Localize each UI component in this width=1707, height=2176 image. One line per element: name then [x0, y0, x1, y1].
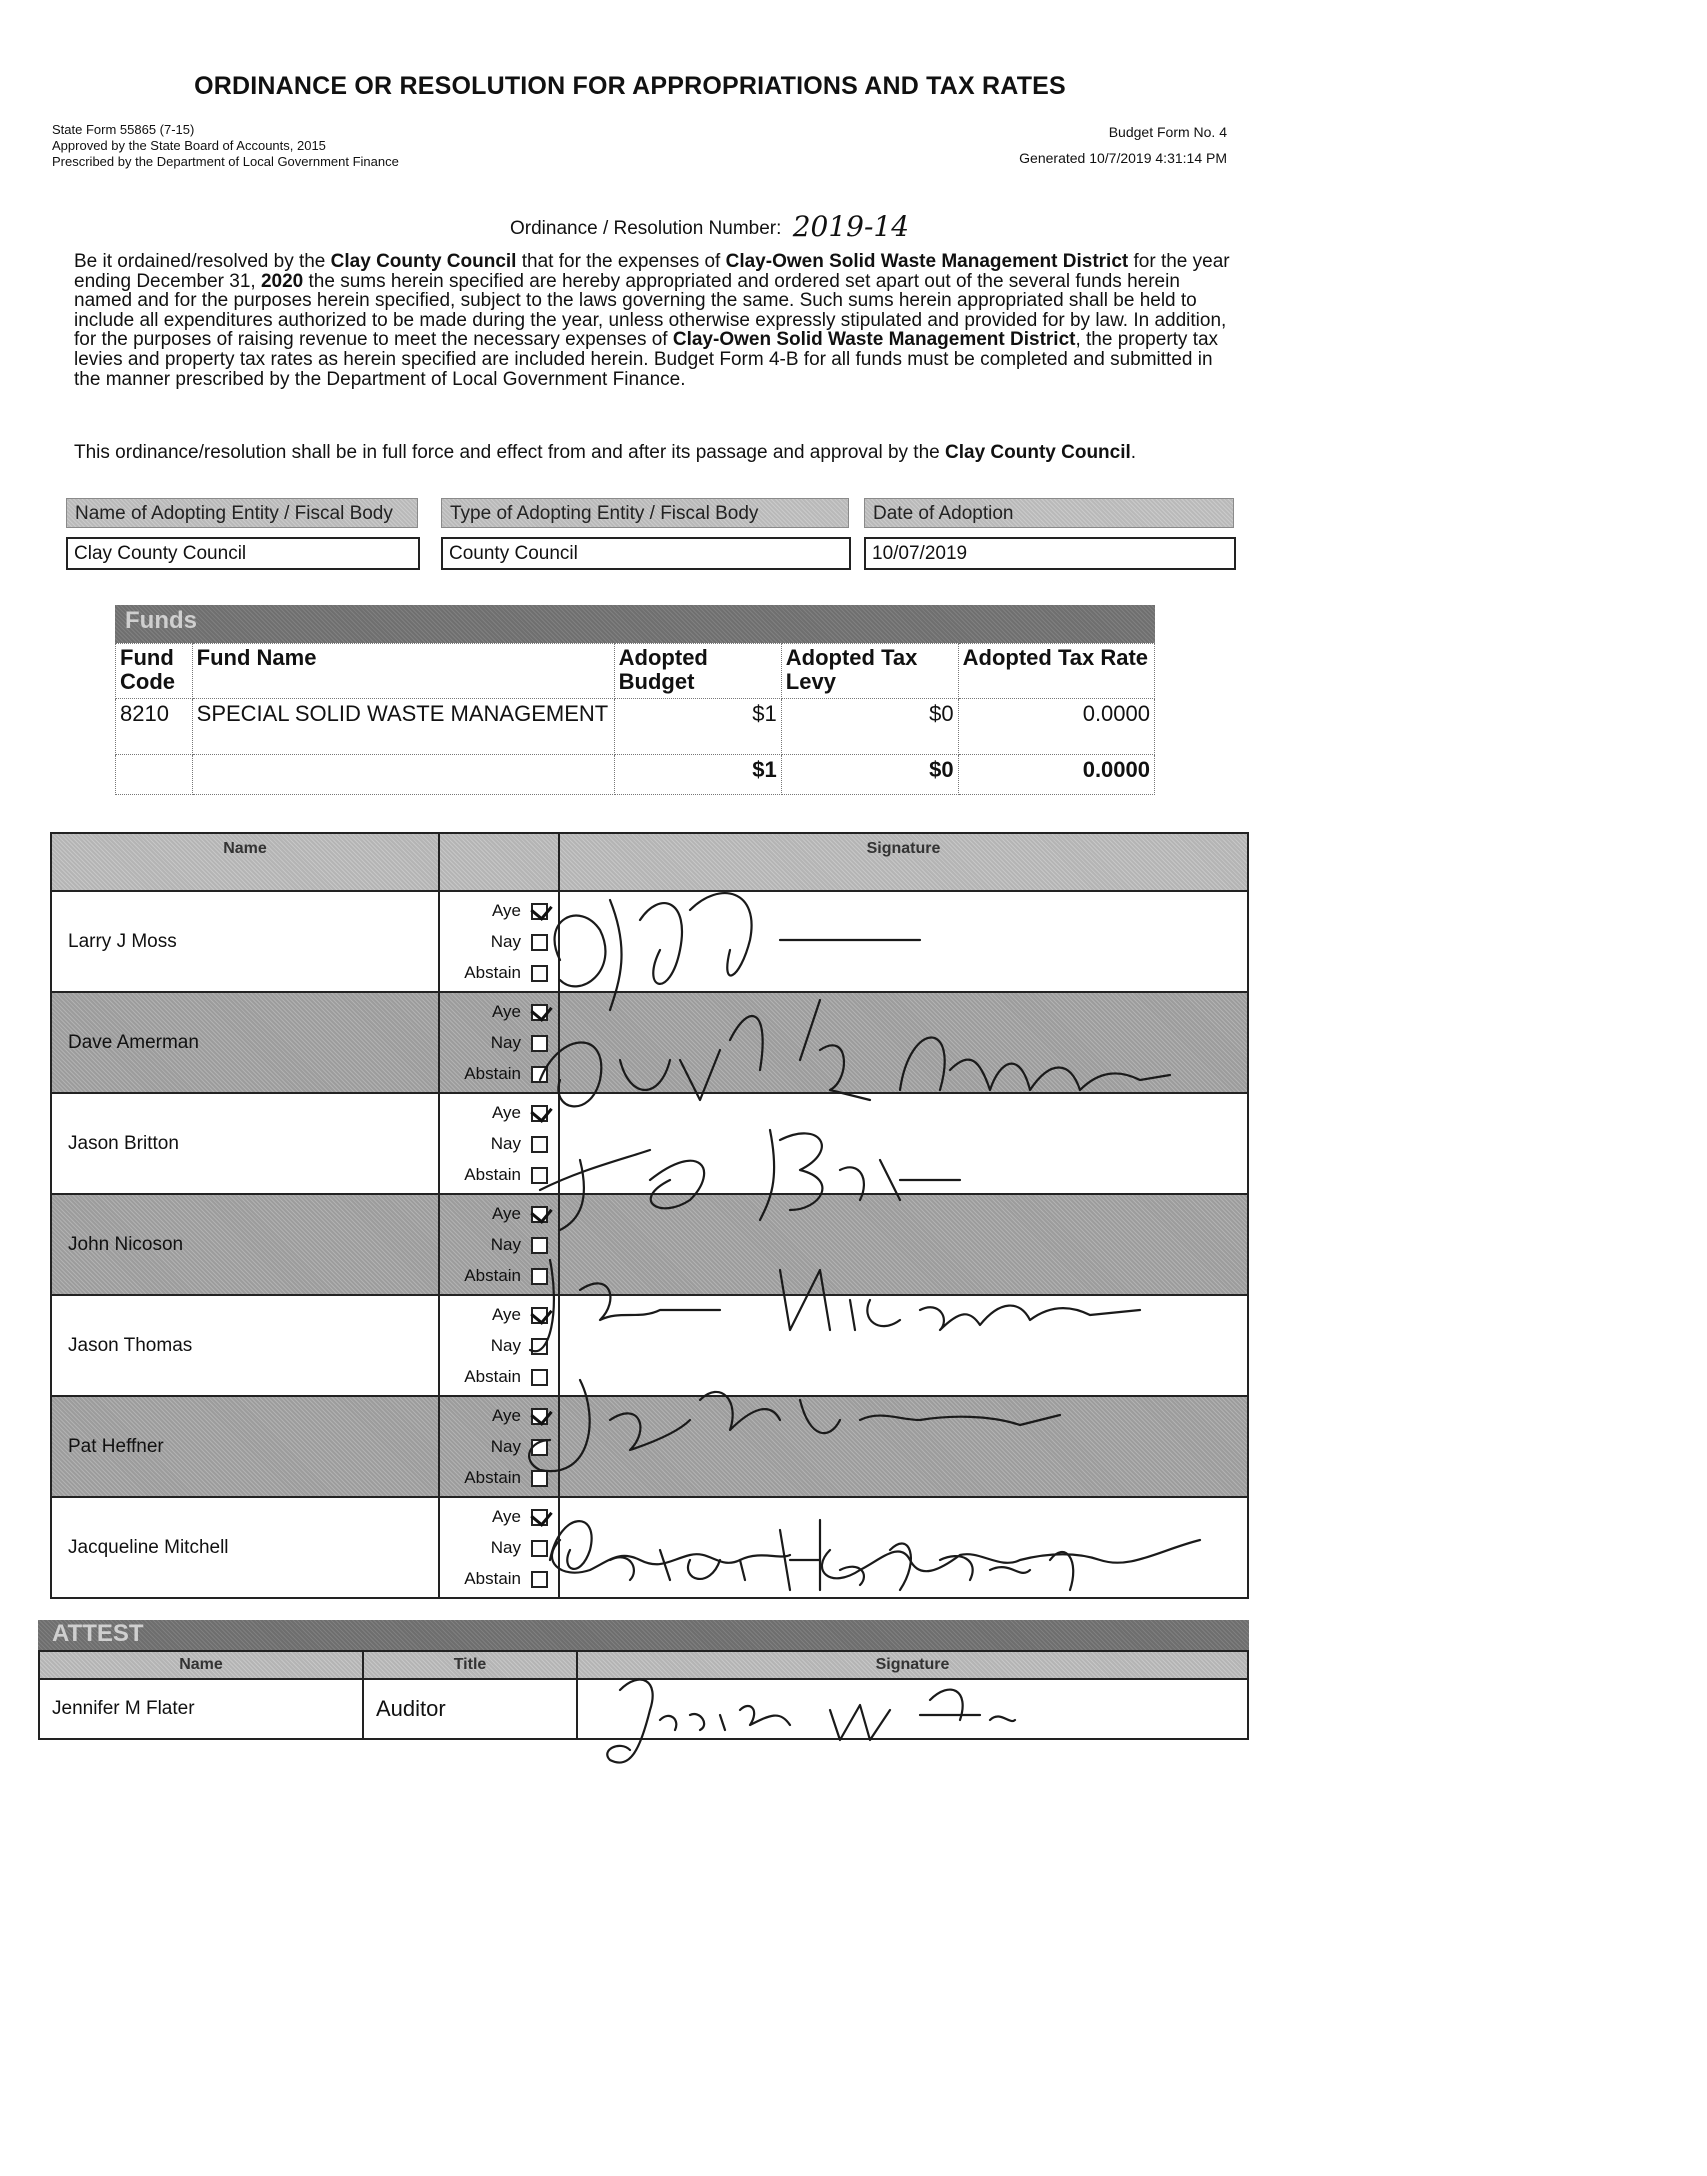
total-rate: 0.0000 — [958, 755, 1154, 795]
member-name: Pat Heffner — [51, 1396, 439, 1497]
vote-col-options — [439, 833, 559, 891]
col-adopted-rate: Adopted Tax Rate — [958, 644, 1154, 699]
nay-label: Nay — [490, 1134, 521, 1153]
para-text-4: the sums herein specified are hereby appropriated and ordered set apart out of the several funds herein named and for the purposes herein specified, subject to the laws governing the same. Such sums herein appropriated shall be held to include all expenditures authorized to be made during the year, unless otherwise expressly stipulated and provided for by law. In addition, for the purposes of raising revenue to meet the necessary expenses of — [74, 270, 1227, 351]
effect-body-name: Clay County Council — [945, 442, 1131, 463]
vote-row-moss — [51, 891, 1248, 992]
aye-label: Aye — [492, 1305, 521, 1324]
vote-options — [439, 1497, 559, 1598]
adopting-name-label: Name of Adopting Entity / Fiscal Body — [66, 498, 418, 528]
nay-checkbox[interactable] — [531, 1136, 548, 1153]
nay-checkbox[interactable] — [531, 1237, 548, 1254]
attest-row — [39, 1679, 1248, 1739]
fund-row — [116, 699, 1155, 755]
abstain-label: Abstain — [464, 1266, 521, 1285]
vote-row-amerman — [51, 992, 1248, 1093]
aye-label: Aye — [492, 1406, 521, 1425]
total-name-blank — [192, 755, 614, 795]
generated-timestamp: Generated 10/7/2019 4:31:14 PM — [1019, 150, 1227, 166]
col-adopted-budget: Adopted Budget — [614, 644, 781, 699]
signature-cell[interactable] — [559, 1396, 1248, 1497]
state-form-number: State Form 55865 (7-15) — [52, 122, 195, 137]
ordinance-paragraph — [74, 252, 1234, 389]
attest-col-signature: Signature — [577, 1651, 1248, 1679]
nay-checkbox[interactable] — [531, 934, 548, 951]
para-district: Clay-Owen Solid Waste Management District — [725, 251, 1129, 272]
aye-label: Aye — [492, 1204, 521, 1223]
adopting-type-label: Type of Adopting Entity / Fiscal Body — [441, 498, 849, 528]
ordinance-number-line — [510, 208, 909, 241]
col-adopted-levy: Adopted Tax Levy — [781, 644, 958, 699]
effect-text: This ordinance/resolution shall be in full force and effect from and after its passage and approval by the — [74, 442, 940, 463]
vote-options — [439, 1396, 559, 1497]
abstain-checkbox[interactable] — [531, 1369, 548, 1386]
para-body-name: Clay County Council — [330, 251, 517, 272]
vote-row-mitchell — [51, 1497, 1248, 1598]
attest-section-title: ATTEST — [52, 1620, 144, 1647]
nay-label: Nay — [490, 1437, 521, 1456]
aye-checkbox[interactable] — [531, 1307, 548, 1324]
vote-options — [439, 1194, 559, 1295]
aye-checkbox[interactable] — [531, 1105, 548, 1122]
para-district-2: Clay-Owen Solid Waste Management District — [672, 329, 1076, 351]
nay-label: Nay — [490, 1235, 521, 1254]
effect-statement — [74, 442, 1274, 464]
member-name: Larry J Moss — [51, 891, 439, 992]
aye-checkbox[interactable] — [531, 1509, 548, 1526]
abstain-label: Abstain — [464, 1468, 521, 1487]
attest-col-name: Name — [39, 1651, 363, 1679]
fund-levy: $0 — [781, 699, 958, 755]
nay-checkbox[interactable] — [531, 1540, 548, 1557]
vote-row-nicoson — [51, 1194, 1248, 1295]
attest-title: Auditor — [363, 1679, 577, 1739]
abstain-checkbox[interactable] — [531, 965, 548, 982]
abstain-label: Abstain — [464, 1569, 521, 1588]
abstain-checkbox[interactable] — [531, 1167, 548, 1184]
signature-cell[interactable] — [559, 1194, 1248, 1295]
nay-label: Nay — [490, 1033, 521, 1052]
adoption-date-label: Date of Adoption — [864, 498, 1234, 528]
aye-checkbox[interactable] — [531, 903, 548, 920]
funds-table — [115, 643, 1155, 795]
nay-label: Nay — [490, 1538, 521, 1557]
aye-label: Aye — [492, 901, 521, 920]
aye-label: Aye — [492, 1507, 521, 1526]
fund-rate: 0.0000 — [958, 699, 1154, 755]
effect-end: . — [1130, 442, 1137, 463]
ordinance-number-label: Ordinance / Resolution Number: — [510, 218, 782, 239]
aye-label: Aye — [492, 1002, 521, 1021]
form-title: ORDINANCE OR RESOLUTION FOR APPROPRIATIONS AND TAX RATES — [194, 72, 1066, 100]
para-text-3: for the year ending December 31, — [74, 251, 1230, 292]
abstain-label: Abstain — [464, 1165, 521, 1184]
funds-header-row — [116, 644, 1155, 699]
nay-label: Nay — [490, 1336, 521, 1355]
funds-total-row — [116, 755, 1155, 795]
fund-name: SPECIAL SOLID WASTE MANAGEMENT — [192, 699, 614, 755]
attest-table — [38, 1650, 1249, 1740]
attest-section-header — [38, 1620, 1249, 1650]
nay-checkbox[interactable] — [531, 1035, 548, 1052]
attest-name: Jennifer M Flater — [39, 1679, 363, 1739]
signature-cell[interactable] — [559, 891, 1248, 992]
attest-col-title: Title — [363, 1651, 577, 1679]
signature-cell[interactable] — [559, 1295, 1248, 1396]
abstain-label: Abstain — [464, 1367, 521, 1386]
vote-options — [439, 992, 559, 1093]
funds-section-title: Funds — [125, 607, 197, 634]
funds-section-header — [115, 605, 1155, 643]
para-year: 2020 — [260, 270, 304, 292]
col-fund-name: Fund Name — [192, 644, 614, 699]
vote-options — [439, 891, 559, 992]
adopting-name-field[interactable]: Clay County Council — [66, 537, 420, 570]
member-name: Jacqueline Mitchell — [51, 1497, 439, 1598]
fund-code: 8210 — [116, 699, 193, 755]
vote-row-thomas — [51, 1295, 1248, 1396]
adoption-date-field[interactable]: 10/07/2019 — [864, 537, 1236, 570]
vote-table — [50, 832, 1249, 1599]
para-text-2: that for the expenses of — [521, 251, 721, 272]
nay-label: Nay — [490, 932, 521, 951]
abstain-checkbox[interactable] — [531, 1268, 548, 1285]
abstain-label: Abstain — [464, 963, 521, 982]
abstain-checkbox[interactable] — [531, 1571, 548, 1588]
nay-checkbox[interactable] — [531, 1338, 548, 1355]
aye-label: Aye — [492, 1103, 521, 1122]
abstain-label: Abstain — [464, 1064, 521, 1083]
vote-row-heffner — [51, 1396, 1248, 1497]
vote-options — [439, 1093, 559, 1194]
para-text-5: , the property tax levies and property tax rates as herein specified are included herein. Budget Form 4-B for all funds must be completed and submitted in the manner prescribed by the Department of Local Government Finance. — [74, 329, 1219, 390]
vote-options — [439, 1295, 559, 1396]
col-fund-code: Fund Code — [116, 644, 193, 699]
attest-signature-cell[interactable] — [577, 1679, 1248, 1739]
aye-checkbox[interactable] — [531, 1004, 548, 1021]
abstain-checkbox[interactable] — [531, 1470, 548, 1487]
budget-form-number: Budget Form No. 4 — [1108, 124, 1227, 140]
para-text-1: Be it ordained/resolved by the — [74, 251, 326, 272]
abstain-checkbox[interactable] — [531, 1066, 548, 1083]
fund-budget: $1 — [614, 699, 781, 755]
signature-cell[interactable] — [559, 992, 1248, 1093]
approved-by: Approved by the State Board of Accounts, 2015 — [52, 138, 326, 153]
total-budget: $1 — [614, 755, 781, 795]
attest-header-row — [39, 1651, 1248, 1679]
vote-row-britton — [51, 1093, 1248, 1194]
member-name: Jason Britton — [51, 1093, 439, 1194]
aye-checkbox[interactable] — [531, 1206, 548, 1223]
member-name: Jason Thomas — [51, 1295, 439, 1396]
prescribed-by: Prescribed by the Department of Local Government Finance — [52, 154, 399, 169]
vote-col-signature: Signature — [559, 833, 1248, 891]
aye-checkbox[interactable] — [531, 1408, 548, 1425]
ordinance-number-handwritten: 2019-14 — [792, 210, 910, 243]
total-levy: $0 — [781, 755, 958, 795]
nay-checkbox[interactable] — [531, 1439, 548, 1456]
vote-header-row — [51, 833, 1248, 891]
adopting-type-field[interactable]: County Council — [441, 537, 851, 570]
vote-col-name: Name — [51, 833, 439, 891]
signature-cell[interactable] — [559, 1497, 1248, 1598]
total-code-blank — [116, 755, 193, 795]
signature-cell[interactable] — [559, 1093, 1248, 1194]
member-name: Dave Amerman — [51, 992, 439, 1093]
member-name: John Nicoson — [51, 1194, 439, 1295]
